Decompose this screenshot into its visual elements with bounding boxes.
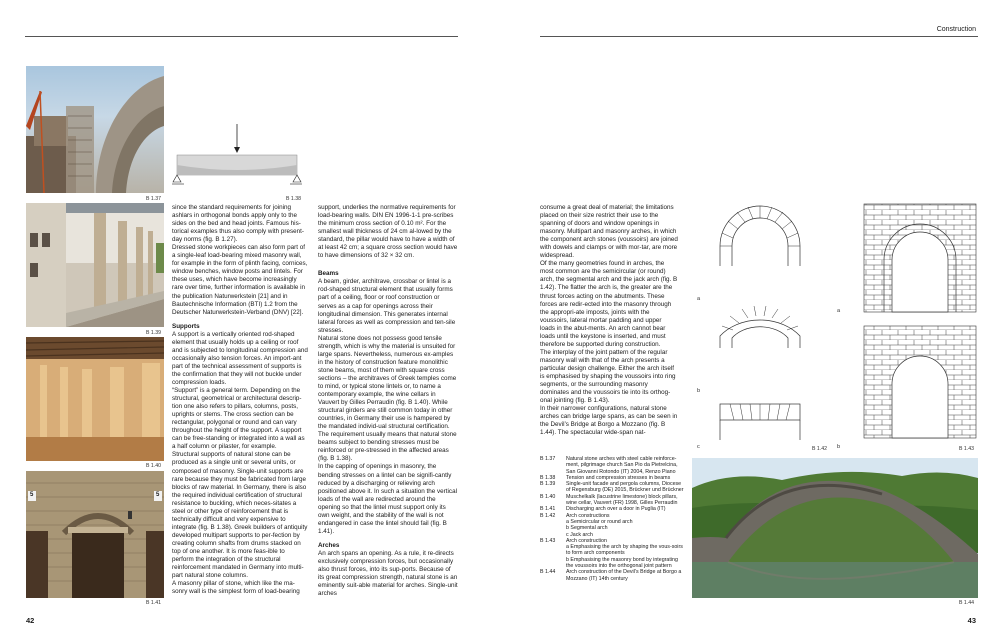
heading-beams: Beams	[318, 270, 339, 278]
legend-key: B 1.43	[540, 537, 556, 544]
page-number-left: 42	[26, 616, 35, 625]
legend-row	[540, 481, 686, 494]
legend-row	[540, 569, 686, 582]
masonry-arch-diagram	[862, 200, 978, 444]
arch-constructions-diagram	[700, 198, 820, 446]
col2-para-3: Natural stone does not possess good tensile strength, which is why the material is unsuited for large spans. Nevertheless, numerous ex-amples in the history of construction feature monolithic stone beams, most of them with square cross sections – the architraves of Greek temples come to mind, or typical stone lintels or, to name a contemporary example, the wine cellars in Vauvert by Gilles Perraudin (fig. B 1.40). While structural girders are still common today in other countries, in Germany their use is hampered by the mandated individ-ual structural certification. The requirement usually means that natural stone beams subject to bending stresses must be reinforced or pre-stressed in the affected areas (fig. B 1.38).	[318, 334, 457, 463]
legend-text: Discharging arch over a door in Puglia (IT)	[566, 506, 666, 513]
photo-church-construction	[26, 66, 164, 193]
col1-para-4: “Support” is a general term. Depending on the structural, geometrical or architectural descrip-tion one also refers to pillars, columns, posts, uprights or stems. The cross section can be rectangular, polygonal or round and can vary throughout the height of the support. A support can be free-standing or integrated into a wall as a half column or pilaster, for example.	[172, 387, 305, 451]
col1-para-0: since the standard requirements for joining ashlars in orthogonal bonds apply only to the sides on the bed and head joints. Famous his-torical examples thus also comply with present-day norms (fig. B 1.27).	[172, 204, 304, 244]
figure-label-b140: B 1.40	[146, 463, 161, 469]
col2-para-0: support, underlies the normative requirements for load-bearing walls. DIN EN 1996-1-1 pre-scribes the minimum cross section of 0.10 m². For the smallest wall thickness of 24 cm al-lowed by the standard, the pillar would have to have a width of at least 42 cm; a square cross section would have to have dimensions of 32 × 32 cm.	[318, 204, 458, 260]
legend-key	[540, 557, 566, 570]
legend-key: B 1.38	[540, 474, 556, 481]
figure-label-b142: B 1.42	[812, 446, 827, 452]
section-title: Construction	[936, 26, 976, 33]
col3-para-3: In their narrower configurations, natural stone arches can bridge large spans, as can be seen in the Devil’s Bridge at Borgo a Mozzano (fig. B 1.44). The spectacular wide-span nat-	[540, 405, 678, 437]
figure-legend	[540, 456, 686, 582]
heading-supports: Supports	[172, 322, 200, 330]
photo-pergola-columns	[26, 203, 164, 327]
legend-row	[540, 456, 686, 475]
col3-para-0: consume a great deal of material; the limitations placed on their size restrict their use to the spanning of doors and window openings in masonry. Multipart and masonry arches, in which the component arch stones (voussoirs) are joined with dowels and clamps or with mor-tar, are more widespread.	[540, 204, 678, 260]
legend-text: Arch construction	[566, 537, 607, 544]
col2-para-2: A beam, girder, architrave, crossbar or lintel is a rod-shaped structural element that usually forms part of a ceiling, floor or roof construction or serves as a cap for openings across their longitudinal dimension. This generates internal lateral forces as well as compression and ten-sile stresses.	[318, 278, 456, 334]
figure-label-b141: B 1.41	[146, 600, 161, 606]
legend-text: a Semicircular or round arch	[566, 518, 633, 525]
figure-label-b138: B 1.38	[286, 196, 301, 202]
sublabel-b-left: b	[697, 388, 701, 394]
col3-para-2: The interplay of the joint pattern of the regular masonry wall with that of the arch presents a particular design challenge. Either the arch itself is emphasised by shaping the voussoirs into ring segments, or the surrounding masonry dominates and the voussoirs tie into its orthog-onal jointing (fig. B 1.43).	[540, 348, 676, 405]
sublabel-b-right: b	[837, 444, 841, 450]
col1-para-6: A masonry pillar of stone, which like the ma-sonry wall is the simplest form of load-bearing	[172, 580, 300, 596]
legend-text: Muschelkalk (lacustrine limestone) block pillars, wine cellar, Vauvert (FR) 1998, Gilles Perraudin	[566, 493, 678, 507]
legend-text: Arch constructions	[566, 512, 610, 519]
photo-devils-bridge	[692, 458, 978, 598]
header-rule-right	[540, 36, 978, 37]
legend-key: B 1.37	[540, 456, 556, 462]
legend-row	[540, 494, 686, 507]
col1-para-3: A support is a vertically oriented rod-shaped element that usually holds up a ceiling or roof and is subjected to longitudinal compression and occasionally also tension forces. An import-ant part of the technical assessment of supports is the confirmation that they will not buckle under compression loads.	[172, 330, 308, 386]
legend-text: b Emphasising the masonry bond by integrating the voussoirs into the orthogonal joint pattern	[566, 556, 678, 570]
legend-row	[540, 557, 686, 570]
col2-para-6: An arch spans an opening. As a rule, it re-directs exclusively compression forces, but occasionally also thrust forces, into its sup-ports. Because of its great compression strength, natural stone is an eminently suit-able material for arches. Single-unit arches	[318, 549, 458, 598]
figure-label-b144: B 1.44	[959, 600, 974, 606]
sublabel-a-right: a	[837, 308, 841, 314]
photo-sign-right: 5	[156, 492, 160, 498]
header-rule-left	[25, 36, 458, 37]
legend-text: Tension and compression stresses in beams	[566, 474, 671, 481]
right-text-column-1	[540, 204, 678, 444]
legend-text: a Emphasising the arch by shaping the vous-soirs to form arch components	[566, 544, 683, 557]
col1-para-5: Structural supports of natural stone can be produced as a single unit or several units, or composed of masonry. Single-unit supports are rare because they must be fabricated from large blocks of raw material. In Germany, there is also the required individual certification of structural resistance to buckling, which neces-sitates a steel or other type of reinforcement that is technically difficult and very expensive to integrate (fig. B 1.38). Greek builders of antiquity developed multipart supports to per-fection by creating column shafts from drums stacked on top of one another. It is more feas-ible to perform the integration of the structural reinforcement mandated in Germany into multi-part natural stone columns.	[172, 451, 308, 580]
figure-label-b137: B 1.37	[146, 196, 161, 202]
sublabel-a-left: a	[697, 296, 701, 302]
col2-para-4: In the capping of openings in masonry, the bending stresses on a lintel can be signifi-cantly reduced by a discharging or relieving arch positioned above it. In such a situation the vertical loads of the wall are redirected around the opening so that the lintel must support only its own weight, and the stability of the wall is not endangered in case the lintel should fail (fig. B 1.41).	[318, 463, 457, 535]
heading-arches: Arches	[318, 541, 340, 549]
legend-key: B 1.42	[540, 512, 556, 519]
figure-label-b143: B 1.43	[959, 446, 974, 452]
legend-text: Single-unit facade and pergola columns, Diocese of Regensburg (DE) 2015, Brückner und Brückner	[566, 481, 684, 494]
left-text-column-2	[318, 204, 458, 610]
sublabel-c-left: c	[697, 444, 700, 450]
legend-key: B 1.41	[540, 506, 556, 513]
legend-text: c Jack arch	[566, 531, 593, 538]
photo-discharging-arch-door	[26, 471, 164, 598]
legend-text: Arch construction of the Devil’s Bridge at Borgo a Mozzano (IT) 14th century	[566, 569, 682, 582]
legend-text: b Segmental arch	[566, 525, 608, 532]
col3-para-1: Of the many geometries found in arches, the most common are the semicircular (or round) arch, the segmental arch and the jack arch (fig. B 1.42). The flatter the arch is, the greater are the thrust forces acting on the abutments. These forces are redir-ected into the masonry through the appropri-ate imposts, joints with the voussoirs, lateral mortar padding and upper loads in the abut-ments. An arch cannot bear loads until the keystone is inserted, and must therefore be supported during construction.	[540, 260, 678, 348]
left-text-column-1	[172, 204, 308, 610]
legend-key	[540, 544, 566, 557]
legend-key: B 1.40	[540, 493, 556, 500]
page-number-right: 43	[967, 616, 976, 625]
legend-text: Natural stone arches with steel cable reinforce-ment, pilgrimage church San Pio da Pietrelcina, San Giovanni Rotondo (IT) 2004, Renzo Piano	[566, 456, 678, 475]
beam-stress-diagram	[172, 120, 302, 192]
figure-label-b139: B 1.39	[146, 330, 161, 336]
legend-row	[540, 544, 686, 557]
photo-wine-cellar-pillars	[26, 337, 164, 461]
legend-key: B 1.39	[540, 481, 556, 488]
col1-para-1: Dressed stone workpieces can also form part of a single-leaf load-bearing mixed masonry wall, for example in the form of plinth facing, cornices, window benches, window posts and lintels. For these uses, which have become increasingly rare over time, further information is available in the publication Naturwerkstein [21] and in Bautechnische Information (BTI) 1.2 from the Deutscher Naturwerkstein-Verband (DNV) [22].	[172, 244, 308, 316]
legend-key: B 1.44	[540, 569, 556, 576]
photo-sign-left: 5	[30, 492, 34, 498]
